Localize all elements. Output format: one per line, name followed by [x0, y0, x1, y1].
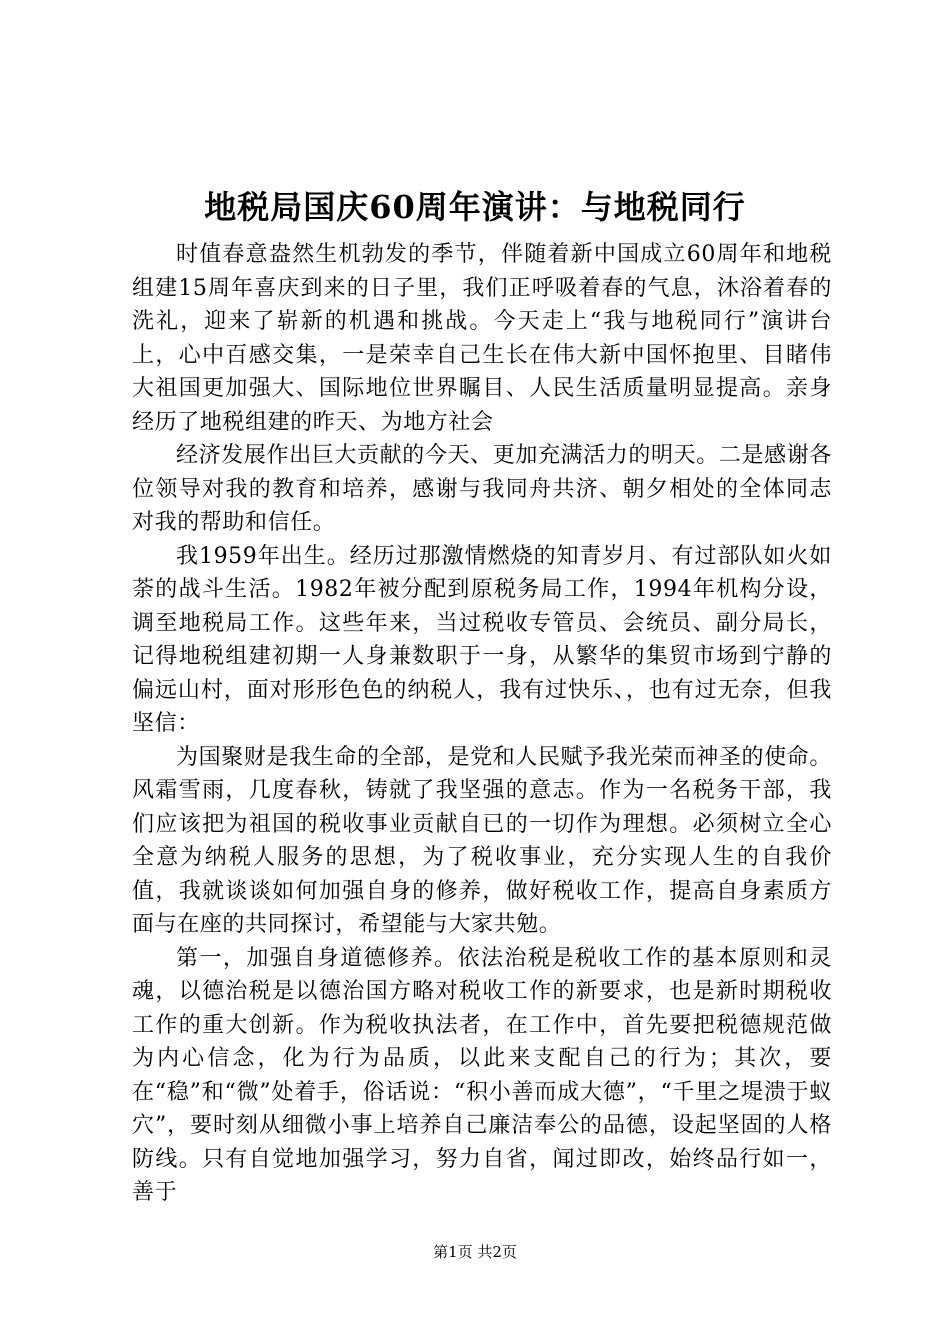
paragraph-mission: 为国聚财是我生命的全部，是党和人民赋予我光荣而神圣的使命。风霜雪雨，几度春秋，铸就了我坚强的意志。作为一名税务干部，我们应该把为祖国的税收事业贡献自已的一切作为理想。必须树立全心全意为纳税人服务的思想，为了税收事业，充分实现人生的自我价值，我就谈谈如何加强自身的修养，做好税收工作，提高自身素质方面与在座的共同探讨，希望能与大家共勉。: [132, 744, 832, 937]
page-footer: 第1页 共2页: [433, 1243, 517, 1261]
paragraph-gratitude: 经济发展作出巨大贡献的今天、更加充满活力的明天。二是感谢各位领导对我的教育和培养，感谢与我同舟共济、朝夕相处的全体同志对我的帮助和信任。: [132, 443, 832, 535]
paragraph-career: 我1959年出生。经历过那激情燃烧的知青岁月、有过部队如火如荼的战斗生活。1982年被分配到原税务局工作，1994年机构分设，调至地税局工作。这些年来，当过税收专管员、会统员、副分局长，记得地税组建初期一人身兼数职于一身，从繁华的集贸市场到宁静的偏远山村，面对形形色色的纳税人，我有过快乐、，也有过无奈，但我坚信：: [132, 543, 832, 736]
paragraph-point-one: 第一，加强自身道德修养。依法治税是税收工作的基本原则和灵魂，以德治税是以德治国方略对税收工作的新要求，也是新时期税收工作的重大创新。作为税收执法者，在工作中，首先要把税德规范做为内心信念，化为行为品质，以此来支配自己的行为；其次，要在“稳”和“微”处着手，俗话说：“积小善而成大德”，“千里之堤溃于蚁穴”，要时刻从细微小事上培养自己廉洁奉公的品德，设起坚固的人格防线。只有自觉地加强学习，努力自省，闻过即改，始终品行如一，善于: [132, 945, 832, 1205]
paragraph-intro: 时值春意盎然生机勃发的季节，伴随着新中国成立60周年和地税组建15周年喜庆到来的日子里，我们正呼吸着春的气息，沐浴着春的洗礼，迎来了崭新的机遇和挑战。今天走上“我与地税同行”演讲台上，心中百感交集，一是荣幸自己生长在伟大新中国怀抱里、目睹伟大祖国更加强大、国际地位世界瞩目、人民生活质量明显提高。亲身经历了地税组建的昨天、为地方社会: [132, 242, 832, 435]
document-body: [132, 238, 832, 1210]
document-title: 地税局国庆60周年演讲：与地税同行: [204, 188, 746, 226]
